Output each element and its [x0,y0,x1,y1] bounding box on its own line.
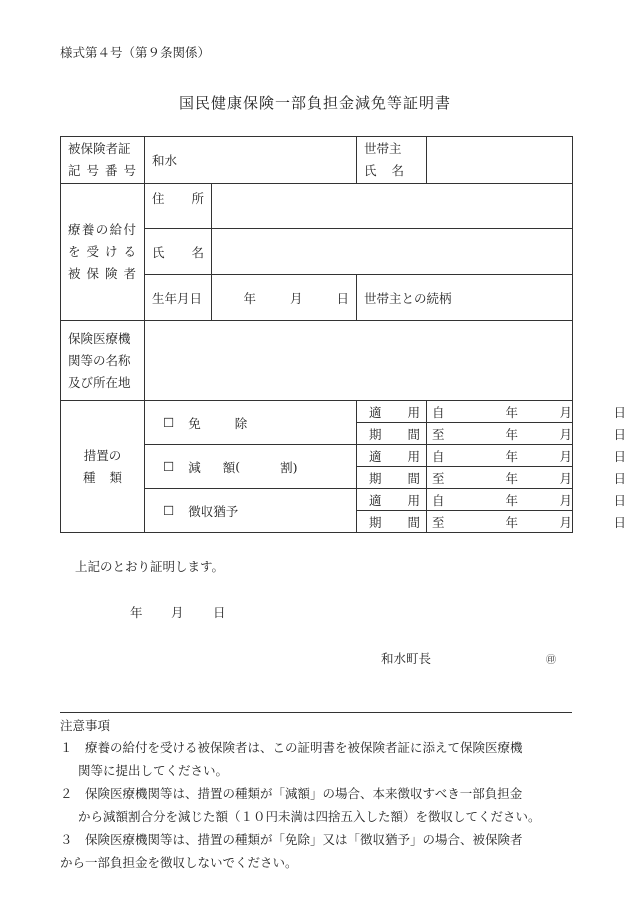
note-item-1: １ 療養の給付を受ける被保険者は、この証明書を被保険者証に添えて保険医療機 関等に提出してください。 [60,740,523,778]
reduction-checkbox[interactable]: ☐ [163,459,175,474]
address-label: 住 所 [145,184,212,229]
apply-label: 適 用 [357,489,427,511]
recipient-label: 療 養 の 給 付 を 受 け る 被 保 険 者 [61,184,145,321]
relation-label: 世帯主との続柄 [357,275,573,321]
name-field[interactable] [212,229,573,275]
institution-label: 保険医療機 関等の名称 及び所在地 [61,321,145,401]
deferral-to-date[interactable]: 至 年 月 日 [427,511,573,533]
apply-label: 適 用 [357,445,427,467]
page-title: 国民健康保険一部負担金減免等証明書 [178,94,451,112]
apply-label: 適 用 [357,401,427,423]
period-label: 期 間 [357,467,427,489]
exemption-to-date[interactable]: 至 年 月 日 [427,423,573,445]
reduction-from-date[interactable]: 自 年 月 日 [427,445,573,467]
note-item-2: ２ 保険医療機関等は、措置の種類が「減額」の場合、本来徴収すべき一部負担金 から減額割合分を減じた額（１０円未満は四捨五入した額）を徴収してください。 [60,786,541,824]
birth-label: 生年月日 [145,275,212,321]
birth-date-field[interactable]: 年 月 日 [212,275,357,321]
issue-year-label: 年 [130,605,143,620]
deferral-checkbox[interactable]: ☐ [163,503,175,518]
certificate-table [60,136,627,533]
name-label: 氏 名 [145,229,212,275]
exemption-checkbox[interactable]: ☐ [163,415,175,430]
insurance-card-prefix: 和水 [152,153,178,168]
insurance-card-label: 被保険者証 記 号 番 号 [61,137,145,184]
mayor-name: 和水町長 [381,651,432,666]
option-reduction[interactable]: ☐ 減 額 ( 割) [145,445,357,489]
issue-month-label: 月 [171,605,184,620]
notes-divider [60,712,572,713]
option-deferral[interactable]: ☐ 徴収猶予 [145,489,357,533]
address-field[interactable] [212,184,573,229]
insurance-card-field[interactable] [145,137,357,184]
notes-title: 注意事項 [60,718,111,733]
exemption-from-date[interactable]: 自 年 月 日 [427,401,573,423]
institution-field[interactable] [145,321,573,401]
form-number: 様式第４号（第９条関係） [60,45,211,60]
note-item-3: ３ 保険医療機関等は、措置の種類が「免除」又は「徴収猶予」の場合、被保険者 から一部負担金を徴収しないでください。 [60,832,523,870]
householder-name-field[interactable] [427,137,573,184]
deferral-from-date[interactable]: 自 年 月 日 [427,489,573,511]
period-label: 期 間 [357,511,427,533]
reduction-to-date[interactable]: 至 年 月 日 [427,467,573,489]
measure-type-label: 措置の 種 類 [61,401,145,533]
issue-day-label: 日 [213,605,226,620]
seal-mark: ㊞ [546,655,556,666]
option-exemption[interactable]: ☐ 免 除 [145,401,357,445]
certification-statement: 上記のとおり証明します。 [75,559,225,574]
period-label: 期 間 [357,423,427,445]
householder-label: 世帯主 氏 名 [357,137,427,184]
